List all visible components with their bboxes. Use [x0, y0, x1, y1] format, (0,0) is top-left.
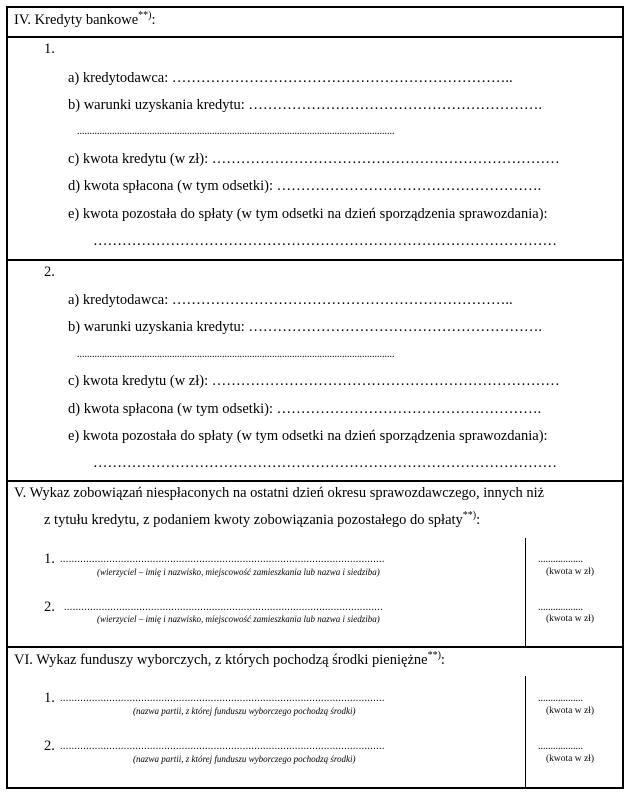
fund-amount-field[interactable]: .................. — [538, 693, 583, 704]
fund-name-field[interactable]: ................................................................................................................ — [60, 693, 385, 704]
credit-remaining-continuation[interactable]: …………………………………………………………………………………… — [93, 233, 557, 249]
liability-creditor-caption: (wierzyciel – imię i nazwisko, miejscowość zamieszkania lub nazwa i siedziba) — [97, 567, 380, 577]
form-frame — [6, 6, 624, 789]
fund-number: 2. — [44, 738, 55, 754]
fund-amount-label: (kwota w zł) — [546, 754, 595, 764]
divider — [6, 646, 624, 648]
section-iv-heading: IV. Kredyty bankowe**): — [14, 10, 156, 28]
credit-conditions-field[interactable]: b) warunki uzyskania kredytu: ……………………………………………………. — [68, 97, 543, 113]
column-divider — [525, 538, 526, 646]
credit-lender-field[interactable]: a) kredytodawca: …………………………………………………………….. — [68, 70, 513, 86]
credit-lender-field[interactable]: a) kredytodawca: …………………………………………………………….. — [68, 292, 513, 308]
fund-name-caption: (nazwa partii, z której funduszu wyborczego pochodzą środki) — [133, 706, 356, 716]
credit-remaining-field[interactable]: e) kwota pozostała do spłaty (w tym odsetki na dzień sporządzenia sprawozdania): — [68, 428, 548, 444]
credit-remaining-field[interactable]: e) kwota pozostała do spłaty (w tym odsetki na dzień sporządzenia sprawozdania): — [68, 206, 548, 222]
credit-amount-field[interactable]: c) kwota kredytu (w zł): ……………………………………………………………… — [68, 151, 560, 167]
liability-number: 1. — [44, 551, 55, 567]
credit-repaid-field[interactable]: d) kwota spłacona (w tym odsetki): ………………………………………………. — [68, 401, 542, 417]
section-vi-heading: VI. Wykaz funduszy wyborczych, z których pochodzą środki pieniężne**): — [14, 650, 445, 668]
fund-name-caption: (nazwa partii, z której funduszu wyborczego pochodzą środki) — [133, 754, 356, 764]
divider — [6, 480, 624, 482]
section-v-heading-line2: z tytułu kredytu, z podaniem kwoty zobowiązania pozostałego do spłaty**): — [44, 510, 481, 528]
credit-number: 2. — [44, 264, 55, 280]
fund-name-field[interactable]: ................................................................................................................ — [60, 741, 385, 752]
fund-amount-field[interactable]: .................. — [538, 741, 583, 752]
liability-number: 2. — [44, 599, 55, 615]
divider — [6, 36, 624, 38]
credit-remaining-continuation[interactable]: …………………………………………………………………………………… — [93, 455, 557, 471]
credit-conditions-continuation[interactable]: ............................................................................................................................... — [77, 126, 395, 137]
liability-amount-field[interactable]: .................. — [538, 554, 583, 565]
liability-amount-label: (kwota w zł) — [546, 614, 595, 624]
fund-number: 1. — [44, 690, 55, 706]
liability-amount-label: (kwota w zł) — [546, 567, 595, 577]
liability-amount-field[interactable]: .................. — [538, 602, 583, 613]
credit-conditions-field[interactable]: b) warunki uzyskania kredytu: ……………………………………………………. — [68, 319, 543, 335]
divider — [6, 259, 624, 261]
liability-creditor-caption: (wierzyciel – imię i nazwisko, miejscowość zamieszkania lub nazwa i siedziba) — [97, 614, 380, 624]
column-divider — [525, 676, 526, 789]
credit-amount-field[interactable]: c) kwota kredytu (w zł): ……………………………………………………………… — [68, 373, 560, 389]
credit-number: 1. — [44, 41, 55, 57]
credit-conditions-continuation[interactable]: ............................................................................................................................... — [77, 349, 395, 360]
fund-amount-label: (kwota w zł) — [546, 706, 595, 716]
section-v-heading: V. Wykaz zobowiązań niespłaconych na ostatni dzień okresu sprawozdawczego, innych niż — [14, 485, 545, 501]
liability-creditor-field[interactable]: ................................................................................................................ — [60, 554, 385, 565]
credit-repaid-field[interactable]: d) kwota spłacona (w tym odsetki): ………………………………………………. — [68, 178, 542, 194]
liability-creditor-field[interactable]: .............................................................................................................. — [64, 602, 383, 613]
